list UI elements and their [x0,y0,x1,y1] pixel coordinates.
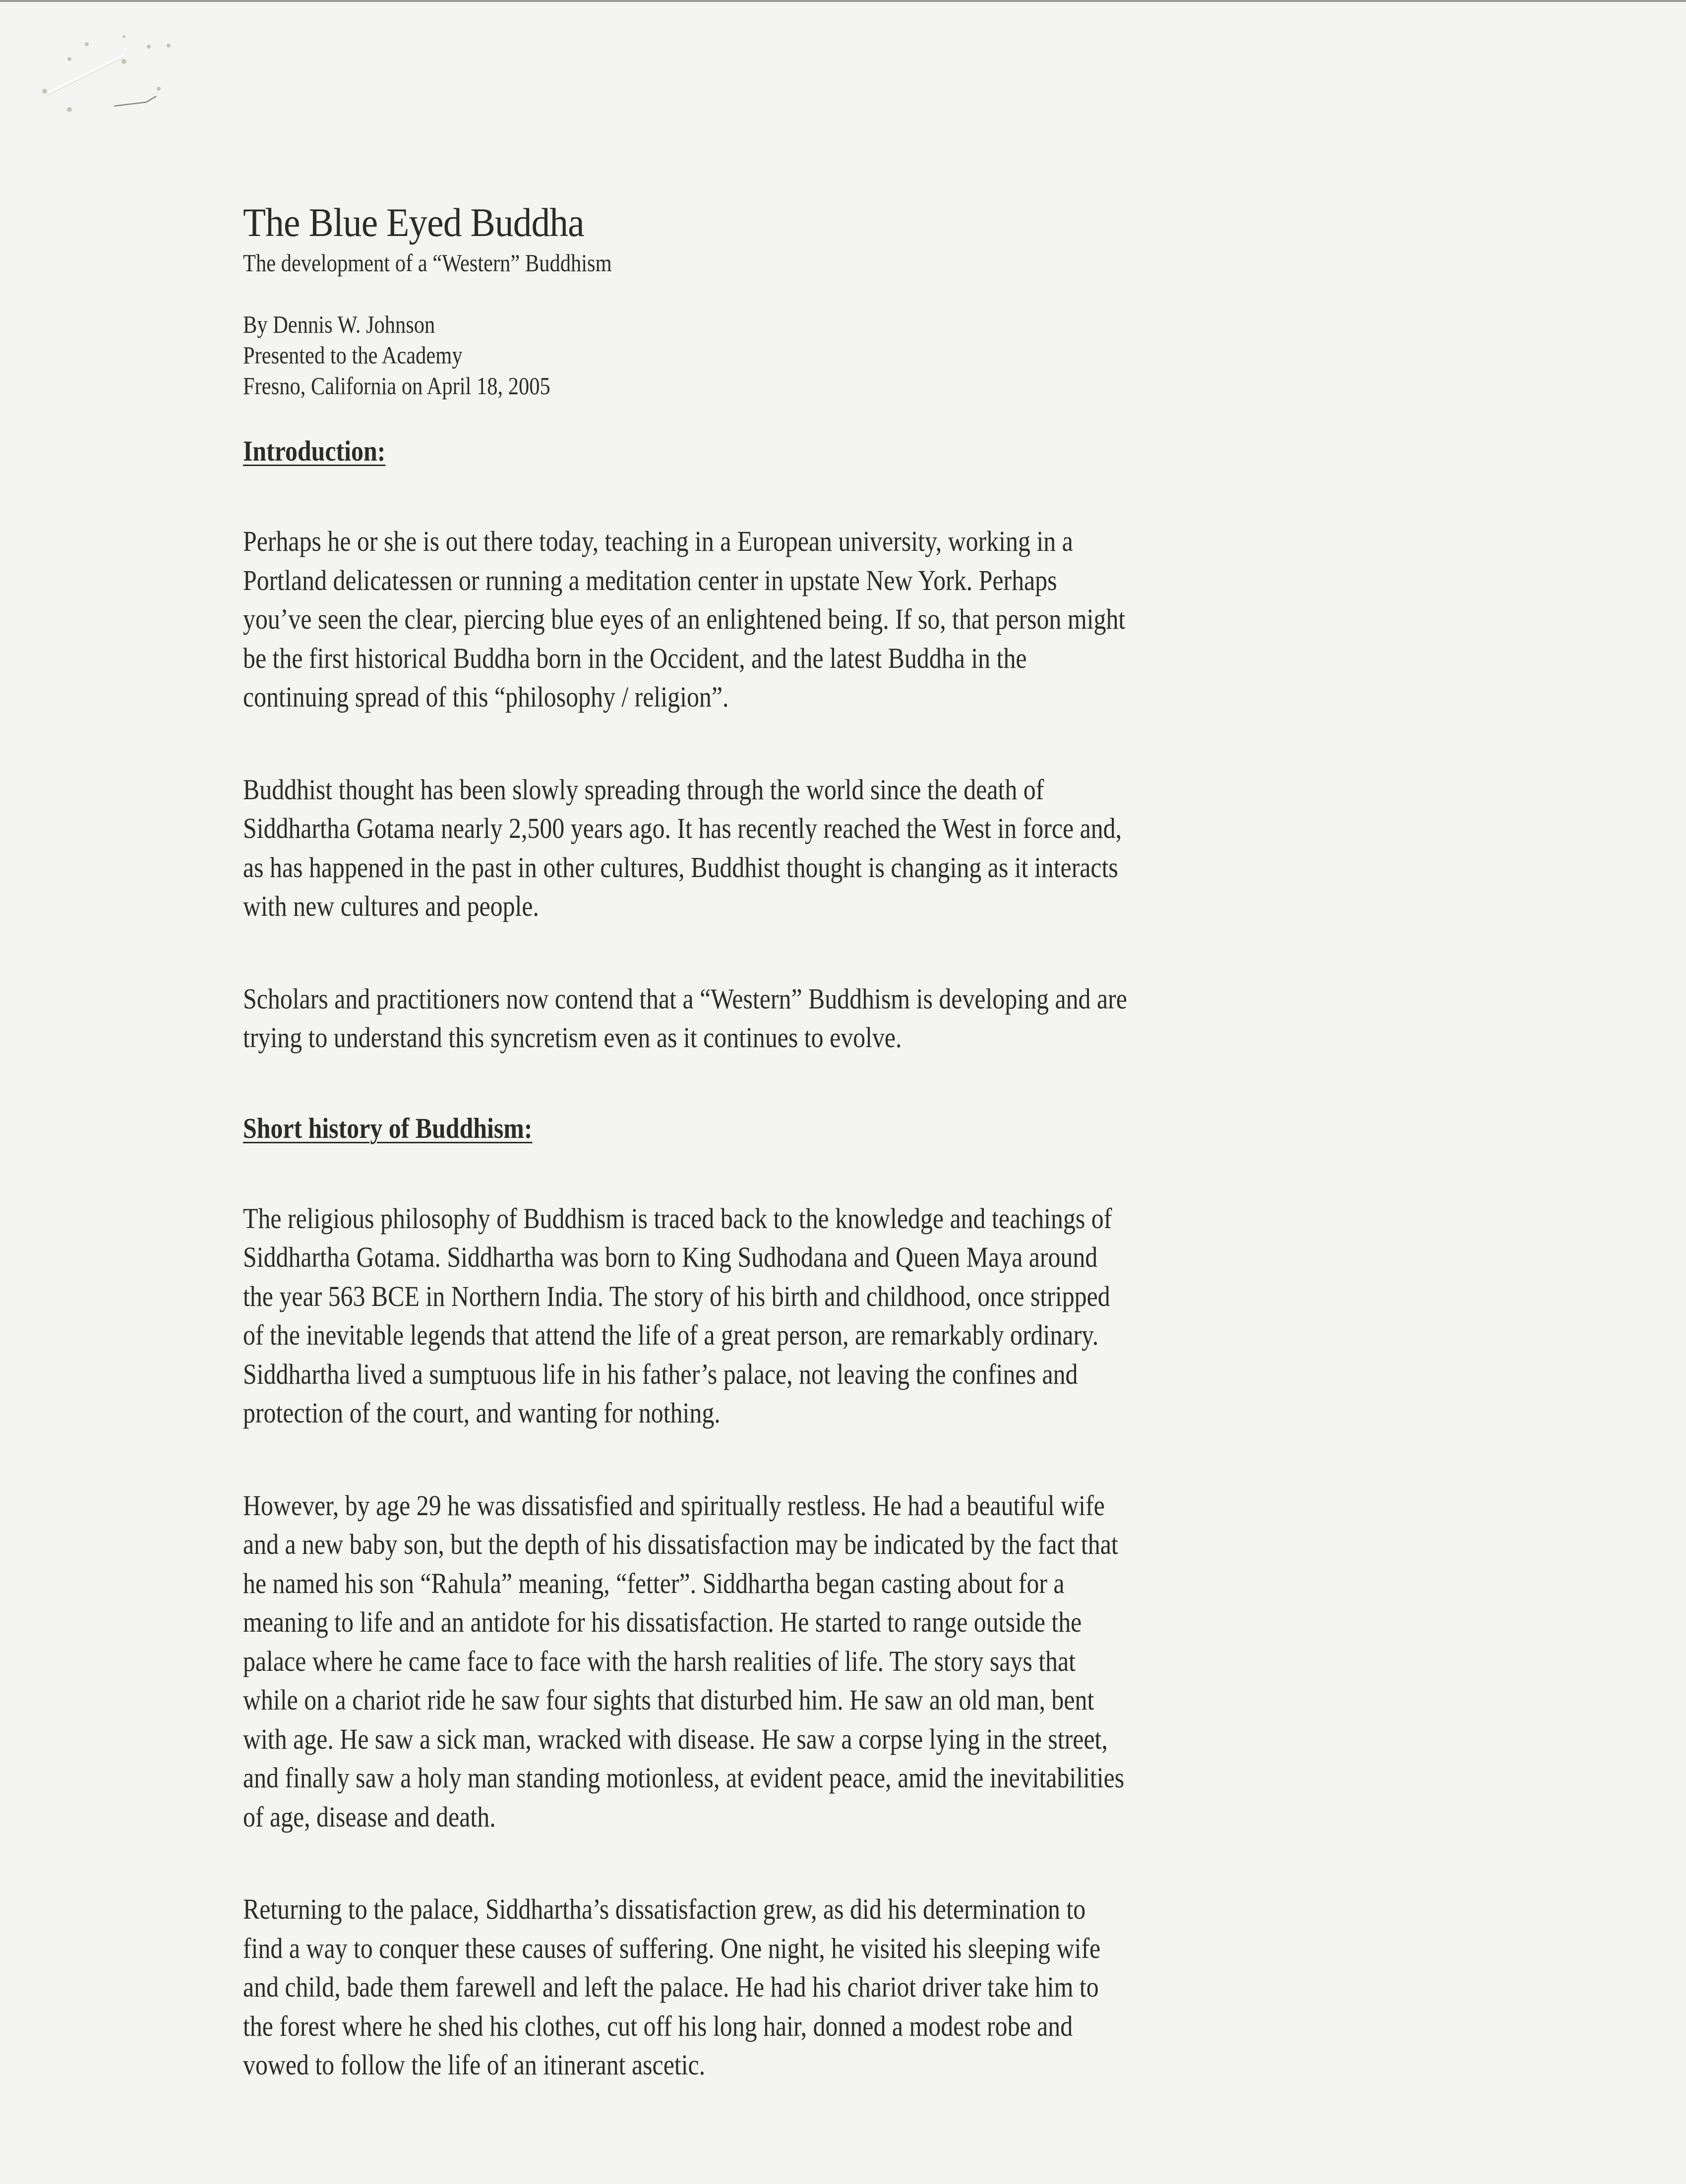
byline [243,309,1473,401]
text-line: Siddhartha Gotama. Siddhartha was born to King Sudhodana and Queen Maya around [243,1241,1098,1273]
text-line: Siddhartha lived a sumptuous life in his father’s palace, not leaving the confines and [243,1358,1078,1390]
document-body [243,198,1473,2085]
section-heading-introduction: Introduction: [243,435,386,467]
text-line: vowed to follow the life of an itinerant ascetic. [243,2049,706,2081]
document-title: The Blue Eyed Buddha [243,200,584,245]
text-line: Scholars and practitioners now contend that a “Western” Buddhism is developing and are [243,982,1127,1015]
document-subtitle: The development of a “Western” Buddhism [243,249,612,277]
text-line: trying to understand this syncretism even as it continues to evolve. [243,1021,902,1054]
text-line: Portland delicatessen or running a meditation center in upstate New York. Perhaps [243,564,1057,596]
text-line: the year 563 BCE in Northern India. The story of his birth and childhood, once stripped [243,1280,1110,1312]
text-line: of age, disease and death. [243,1800,496,1833]
paragraph [243,1486,1473,1837]
paragraph [243,1199,1473,1433]
text-line: Siddhartha Gotama nearly 2,500 years ago. It has recently reached the West in force and, [243,812,1122,844]
text-line: be the first historical Buddha born in the Occident, and the latest Buddha in the [243,642,1027,674]
text-line: as has happened in the past in other cultures, Buddhist thought is changing as it interacts [243,851,1118,884]
paragraph [243,1890,1473,2085]
text-line: and a new baby son, but the depth of his dissatisfaction may be indicated by the fact that [243,1528,1118,1560]
text-line: with age. He saw a sick man, wracked with disease. He saw a corpse lying in the street, [243,1722,1108,1755]
text-line: Perhaps he or she is out there today, teaching in a European university, working in a [243,525,1073,557]
text-line: while on a chariot ride he saw four sights that disturbed him. He saw an old man, bent [243,1684,1094,1716]
text-line: of the inevitable legends that attend the life of a great person, are remarkably ordinary. [243,1319,1099,1351]
text-line: he named his son “Rahula” meaning, “fetter”. Siddhartha began casting about for a [243,1567,1065,1599]
location-date-line: Fresno, California on April 18, 2005 [243,372,550,400]
staple-marks-icon [30,27,198,126]
author-line: By Dennis W. Johnson [243,310,435,338]
presented-line: Presented to the Academy [243,341,463,369]
section-heading-short-history: Short history of Buddhism: [243,1112,533,1144]
text-line: and child, bade them farewell and left the palace. He had his chariot driver take him to [243,1971,1099,2003]
text-line: However, by age 29 he was dissatisfied and spiritually restless. He had a beautiful wife [243,1489,1105,1522]
text-line: with new cultures and people. [243,890,540,922]
text-line: palace where he came face to face with the harsh realities of life. The story says that [243,1645,1076,1677]
text-line: continuing spread of this “philosophy / religion”. [243,681,729,713]
paragraph [243,770,1473,926]
paragraph [243,522,1473,717]
text-line: Buddhist thought has been slowly spreading through the world since the death of [243,773,1044,806]
text-line: the forest where he shed his clothes, cut off his long hair, donned a modest robe and [243,2009,1073,2042]
text-line: protection of the court, and wanting for nothing. [243,1397,721,1429]
text-line: The religious philosophy of Buddhism is traced back to the knowledge and teachings of [243,1202,1112,1235]
document-sections [243,434,1473,2085]
paragraph [243,980,1473,1058]
text-line: meaning to life and an antidote for his dissatisfaction. He started to range outside the [243,1606,1082,1638]
text-line: you’ve seen the clear, piercing blue eyes of an enlightened being. If so, that person might [243,603,1126,635]
text-line: and finally saw a holy man standing motionless, at evident peace, amid the inevitabilities [243,1762,1125,1794]
text-line: Returning to the palace, Siddhartha’s dissatisfaction grew, as did his determination to [243,1893,1086,1925]
text-line: find a way to conquer these causes of suffering. One night, he visited his sleeping wife [243,1932,1101,1964]
